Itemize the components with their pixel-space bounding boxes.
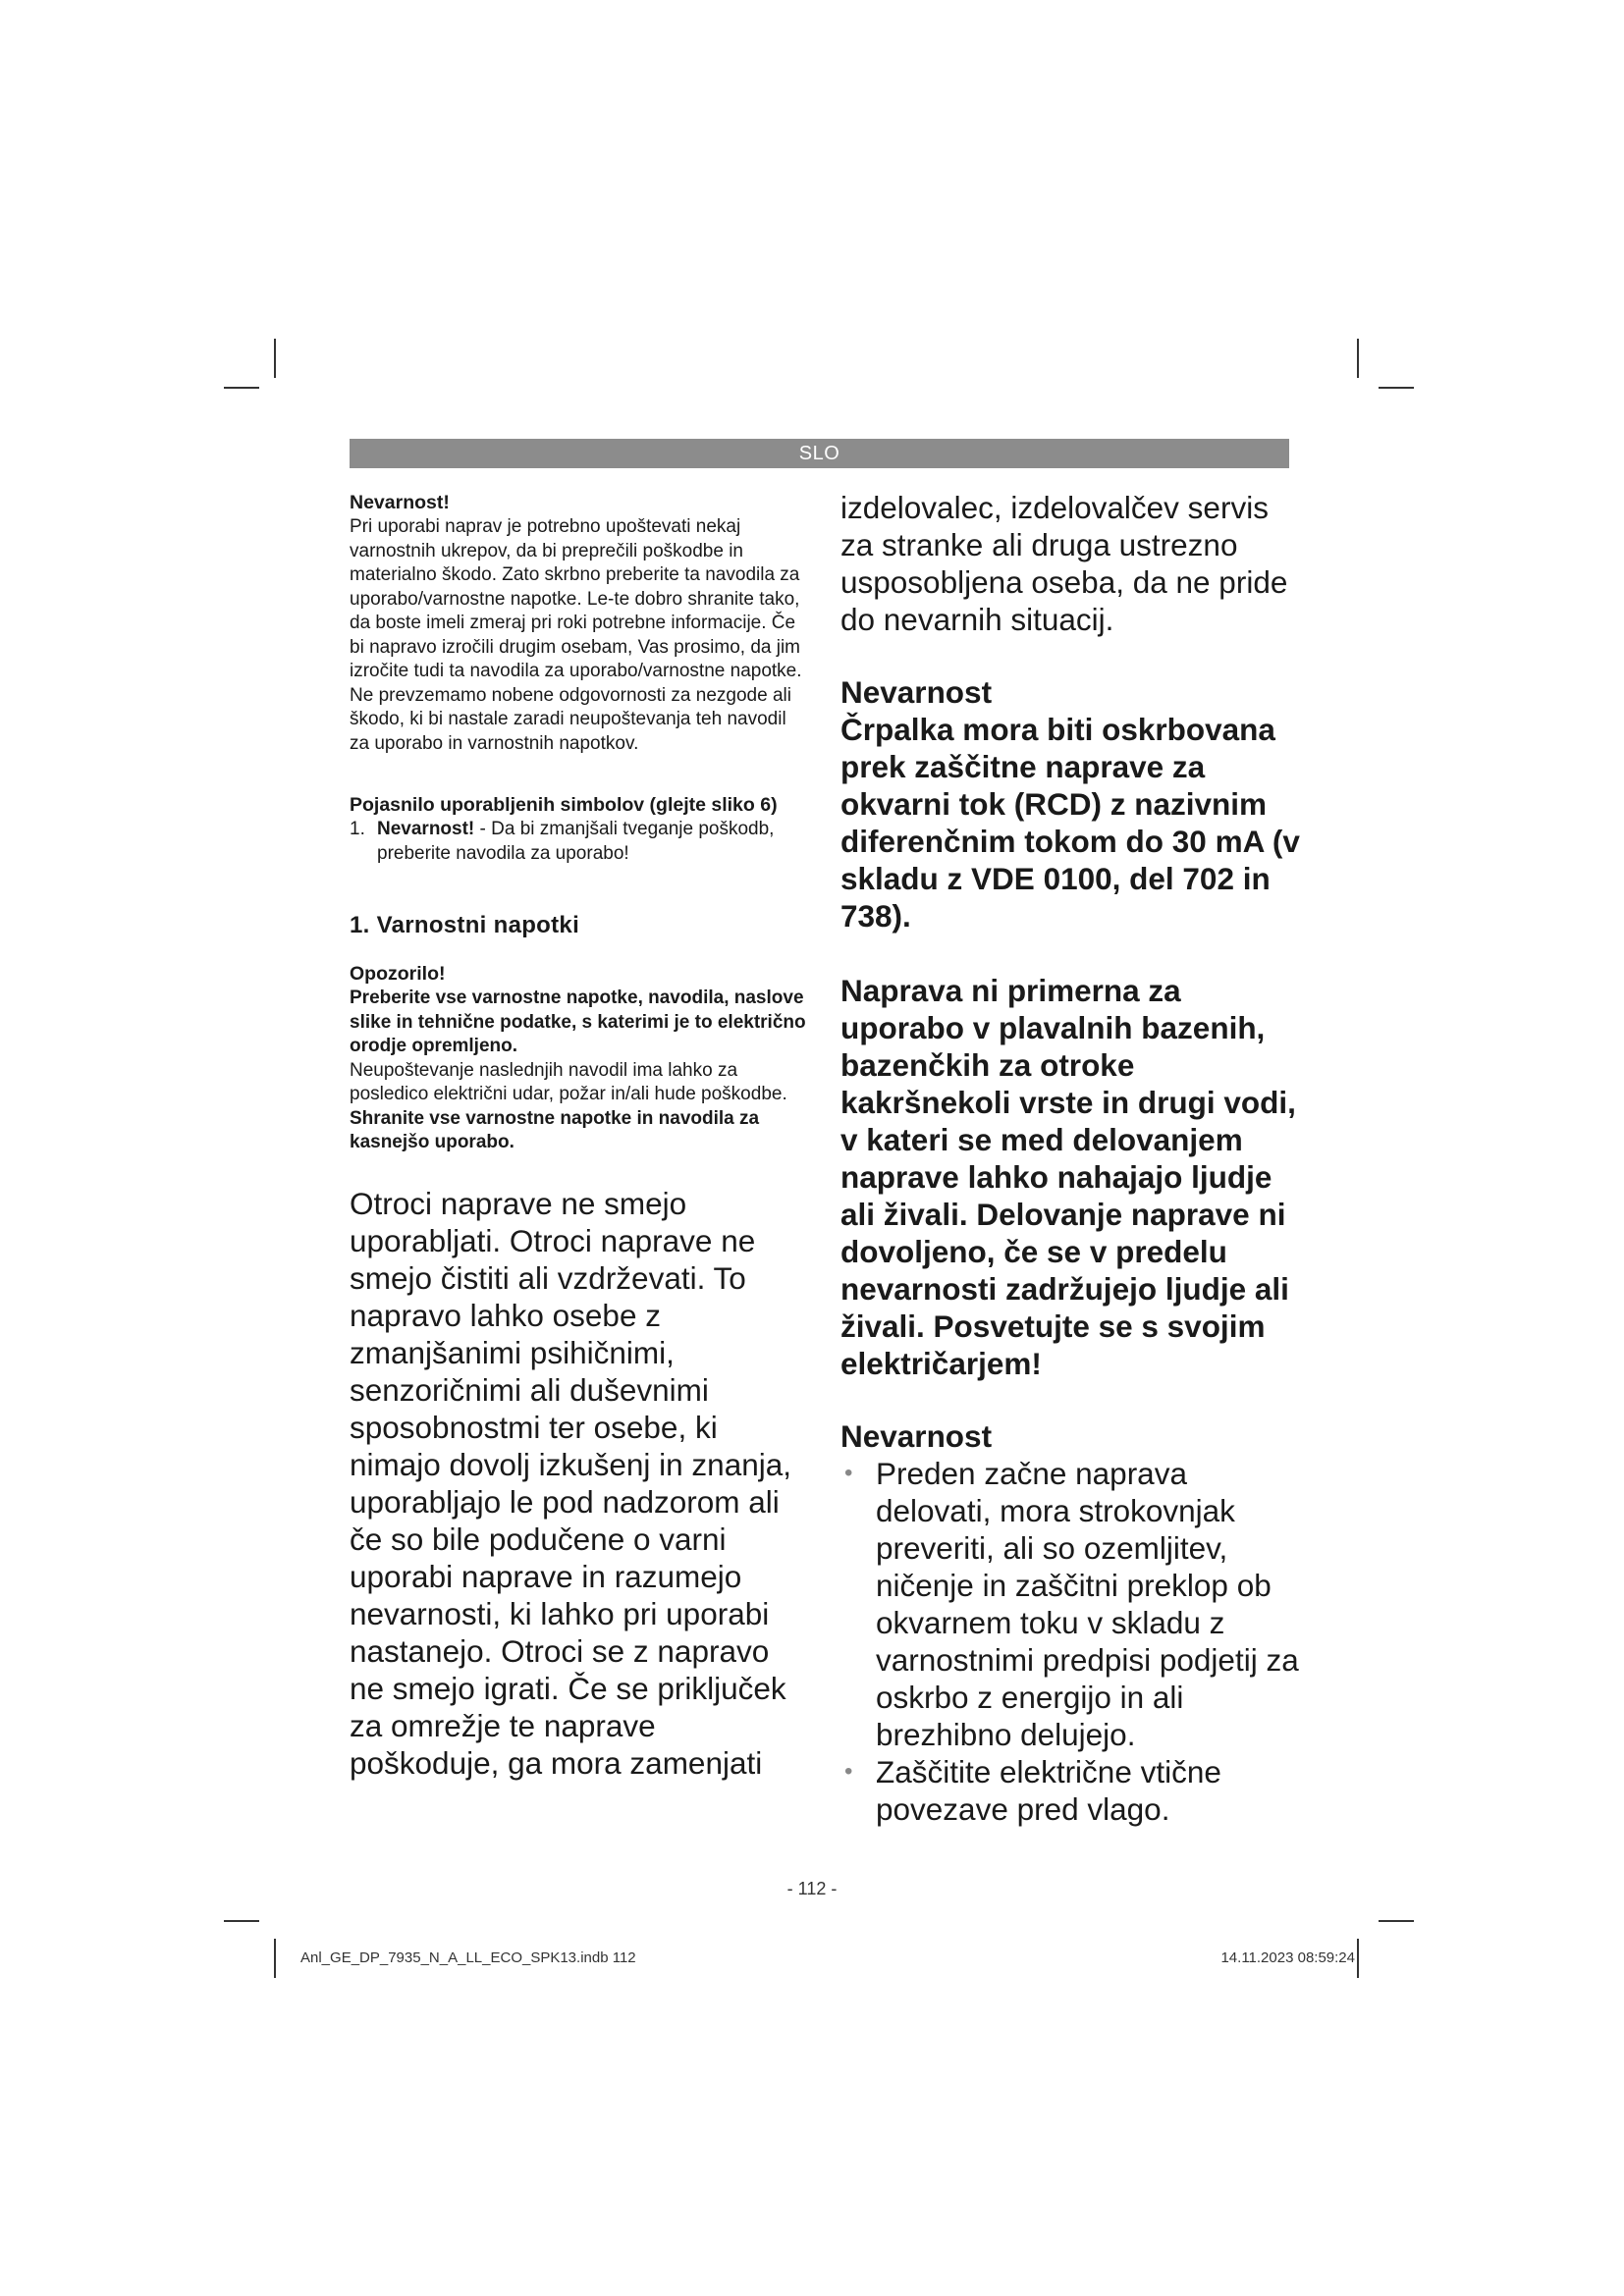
bullet-item <box>840 1455 1302 1753</box>
right-column <box>840 489 1302 1828</box>
page-number: - 112 - <box>786 1879 838 1898</box>
symbol-description <box>377 818 806 866</box>
crop-mark <box>1357 339 1359 378</box>
danger-heading: Nevarnost <box>840 1418 993 1454</box>
bullet-text: Preden začne naprava delovati, mora strokovnjak preveriti, ali so ozemljitev, ničenje in zaščitni preklop ob okvarnem toku v skladu z varnostnimi predpisi podjetij za oskrbo z energijo in ali brezhibno delujejo. <box>876 1456 1299 1752</box>
danger-bullet-list <box>840 1455 1302 1828</box>
symbol-number: 1. <box>350 819 365 839</box>
section-title: 1. Varnostni napotki <box>350 912 580 938</box>
warning-title: Opozorilo! <box>350 963 446 985</box>
warning-keep-text: Shranite vse varnostne napotke in navodila za kasnejšo uporabo. <box>350 1107 760 1152</box>
rcd-warning: Črpalka mora biti oskrbovana prek zaščitne naprave za okvarni tok (RCD) z nazivnim diferenčnim tokom do 30 mA (v skladu z VDE 0100, del 702 in 738). <box>840 712 1300 934</box>
footer-filename: Anl_GE_DP_7935_N_A_LL_ECO_SPK13.indb 112 <box>300 1949 636 1966</box>
danger-body: Pri uporabi naprav je potrebno upoštevati nekaj varnostnih ukrepov, da bi preprečili poškodbe in materialno škodo. Zato skrbno preberite ta navodila za uporabo/varnostne napotke. Le-te dobro shranite tako, da boste imeli zmeraj pri roki potrebne informacije. Če bi napravo izročili drugim osebam, Vas prosimo, da jim izročite tudi ta navodila za uporabo/varnostne napotke. Ne prevzemamo nobene odgovornosti za nezgode ali škodo, ki bi nastale zaradi neupoštevanja teh navodil za uporabo in varnostnih napotkov. <box>350 516 802 754</box>
crop-mark <box>1357 1939 1359 1978</box>
children-paragraph: Otroci naprave ne smejo uporabljati. Otroci naprave ne smejo čistiti ali vzdrževati. To napravo lahko osebe z zmanjšanimi psihičnimi, senzoričnimi ali duševnimi sposobnostmi ter osebe, ki nimajo dovolj izkušenj in znanja, uporabljajo le pod nadzorom ali če so bile podučene o varni uporabi naprave in razumejo nevarnosti, ki lahko pri uporabi nastanejo. Otroci se z napravo ne smejo igrati. Če se priključek za omrežje te naprave poškoduje, ga mora zamenjati <box>350 1185 791 1781</box>
crop-mark <box>274 1939 276 1978</box>
symbol-text: - Da bi zmanjšali tveganje poškodb, preberite navodila za uporabo! <box>377 819 775 864</box>
pool-warning: Naprava ni primerna za uporabo v plavalnih bazenih, bazenčkih za otroke kakršnekoli vrste in drugi vodi, v kateri se med delovanjem naprave lahko nahajajo ljudje ali živali. Delovanje naprave ni dovoljeno, če se v predelu nevarnosti zadržujejo ljudje ali živali. Posvetujte se s svojim električarjem! <box>840 973 1296 1381</box>
bullet-item <box>840 1753 1302 1828</box>
crop-mark <box>1379 387 1414 389</box>
symbol-label: Nevarnost! <box>377 819 475 839</box>
crop-mark <box>1379 1920 1414 1922</box>
bullet-icon: • <box>844 1460 853 1486</box>
danger-title: Nevarnost! <box>350 492 450 513</box>
warning-bold-text: Preberite vse varnostne napotke, navodila, naslove slike in tehnične podatke, s katerimi je to električno orodje opremljeno. <box>350 988 806 1056</box>
crop-mark <box>224 387 259 389</box>
crop-mark <box>224 1920 259 1922</box>
continued-paragraph: izdelovalec, izdelovalčev servis za stranke ali druga ustrezno usposobljena oseba, da ne pride do nevarnih situacij. <box>840 490 1288 637</box>
left-column <box>350 491 806 1782</box>
language-header-bar: SLO <box>350 439 1289 468</box>
bullet-icon: • <box>844 1758 853 1785</box>
bullet-text: Zaščitite električne vtične povezave pred vlago. <box>876 1754 1221 1827</box>
footer-datetime: 14.11.2023 08:59:24 <box>1220 1949 1355 1966</box>
danger-heading: Nevarnost <box>840 674 993 710</box>
warning-body: Neupoštevanje naslednjih navodil ima lahko za posledico električni udar, požar in/ali hude poškodbe. <box>350 1059 787 1104</box>
crop-mark <box>274 339 276 378</box>
symbols-title: Pojasnilo uporabljenih simbolov (glejte sliko 6) <box>350 794 778 816</box>
symbol-item <box>350 818 806 866</box>
